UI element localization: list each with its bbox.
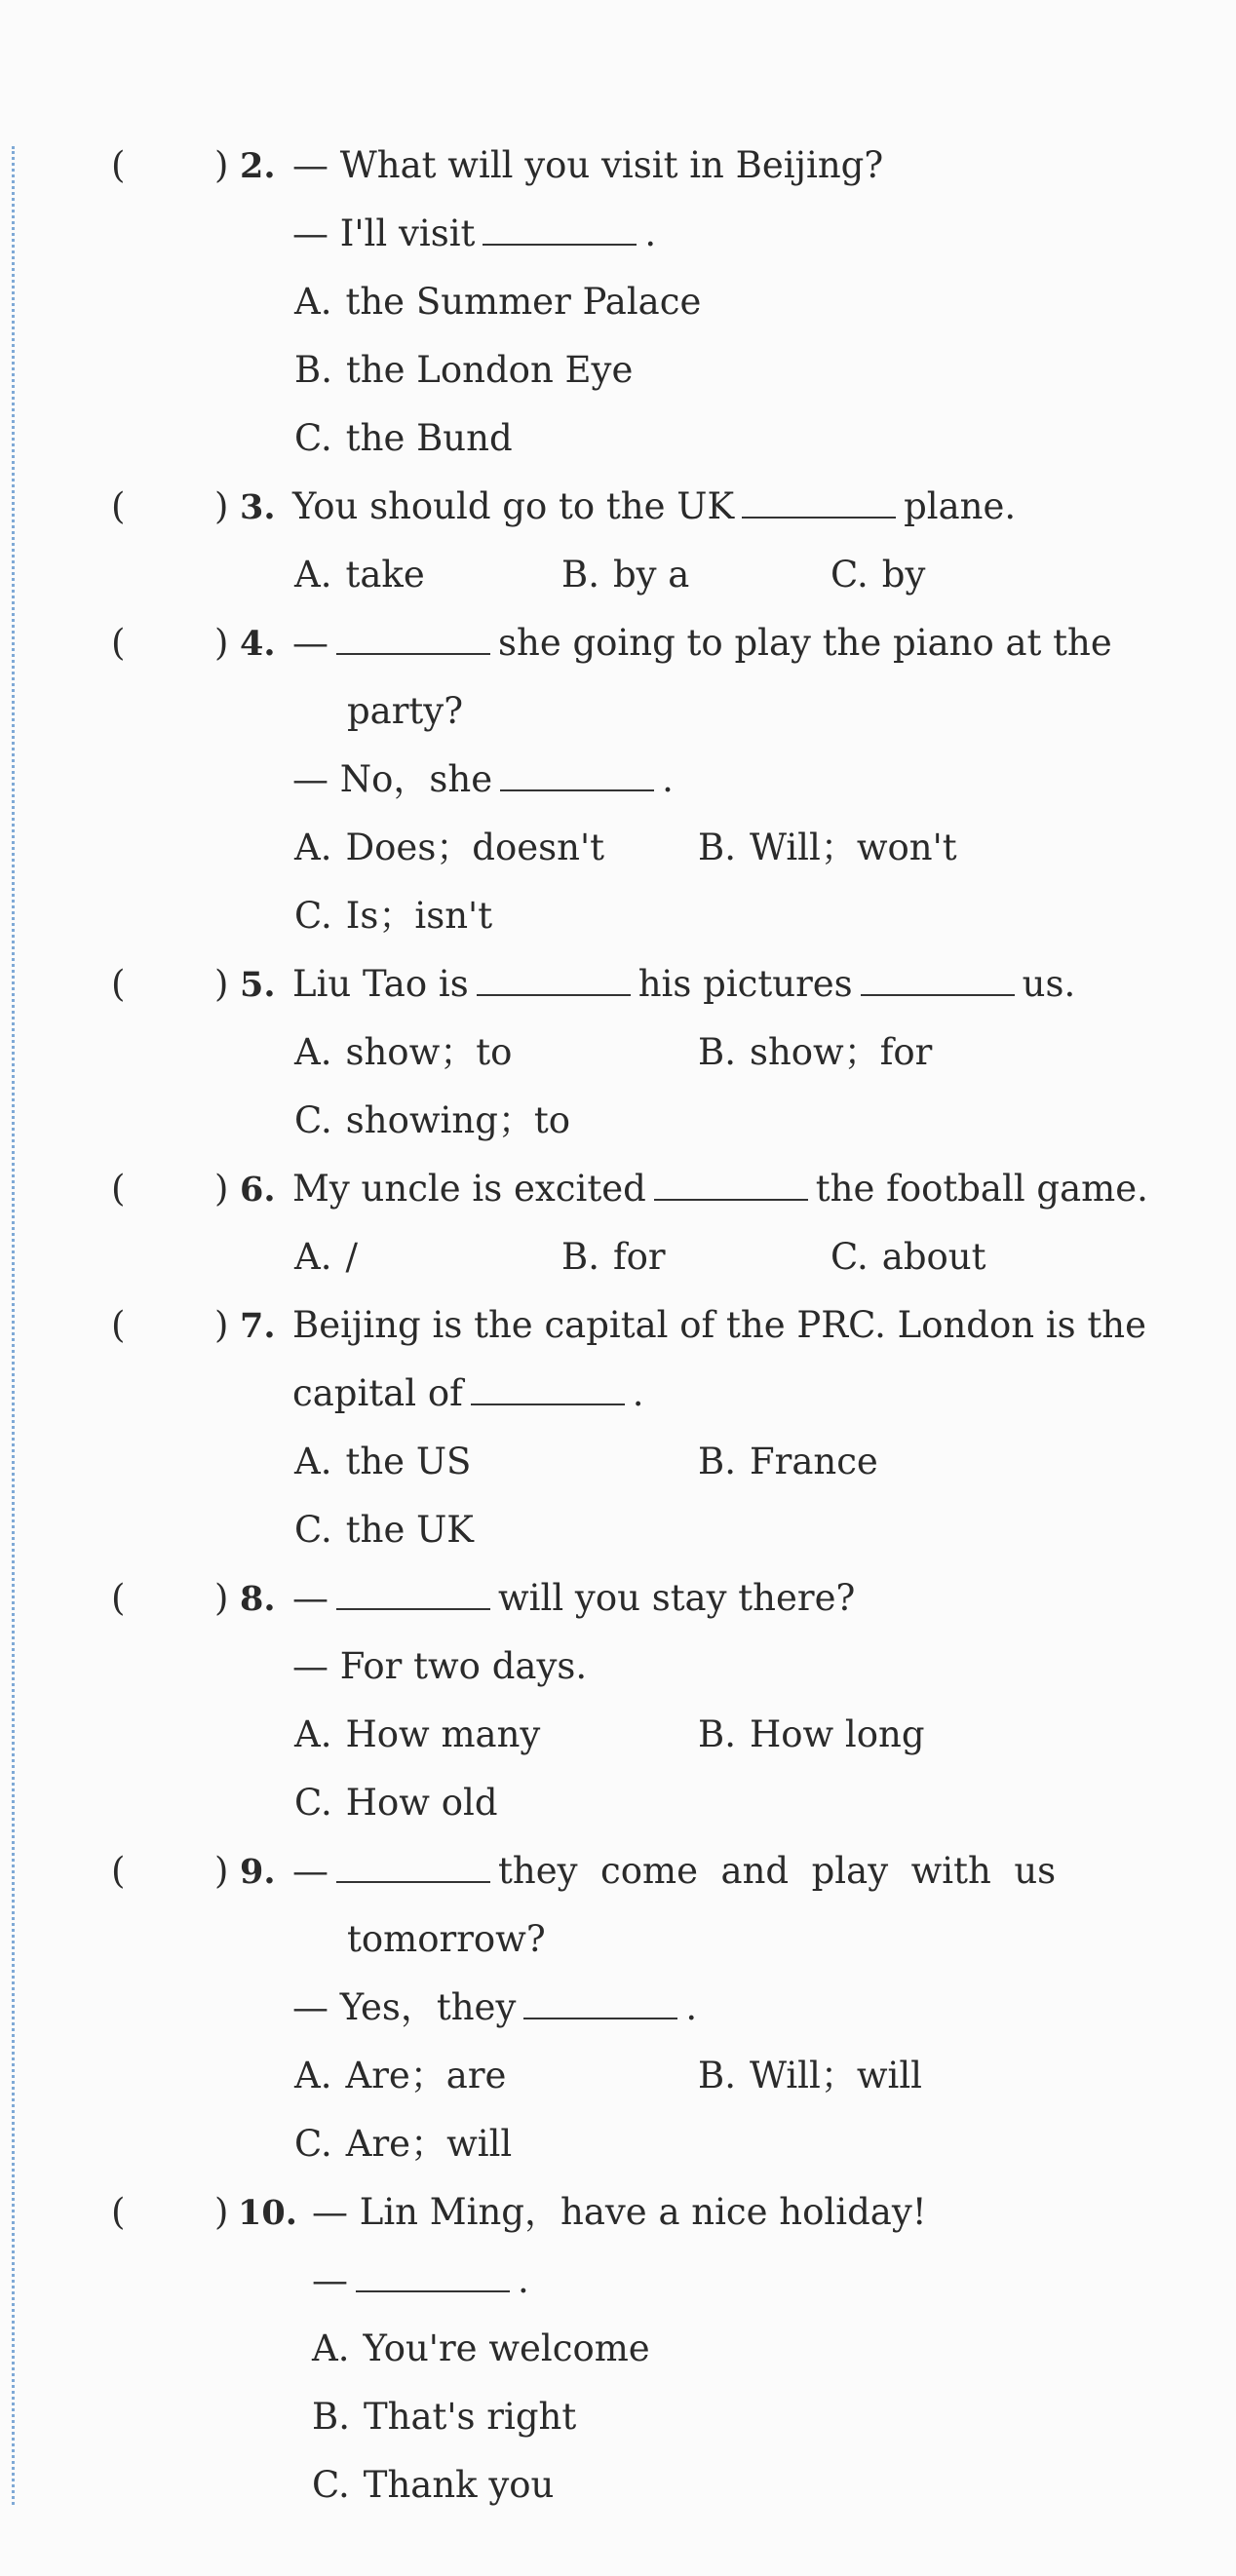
option-b	[698, 1713, 925, 1756]
question-text	[292, 485, 1016, 528]
text-segment: will you stay there?	[498, 1577, 856, 1619]
answer-paren-open: (	[111, 1168, 126, 1210]
text-segment: she going to play the piano at the	[498, 622, 1112, 664]
answer-paren-open: (	[111, 2191, 126, 2233]
option-text: the UK	[345, 1509, 474, 1551]
option-a	[312, 2327, 650, 2370]
option-letter: C.	[294, 895, 332, 937]
option-text: the Summer Palace	[345, 281, 702, 323]
answer-blank	[861, 965, 1015, 996]
answer-blank	[500, 760, 654, 791]
text-segment: the football game.	[815, 1168, 1148, 1210]
question-text	[292, 1372, 644, 1415]
question-number: 2.	[240, 146, 276, 186]
option-text: Will；will	[749, 2055, 923, 2096]
option-letter: B.	[294, 349, 332, 391]
answer-paren-open: (	[111, 963, 126, 1005]
answer-paren-open: (	[111, 622, 126, 664]
answer-paren-close: )	[214, 963, 229, 1005]
option-text: for	[612, 1236, 666, 1278]
option-text: the Bund	[345, 417, 513, 459]
option-letter: A.	[294, 1713, 332, 1755]
option-a	[294, 554, 425, 596]
option-c	[294, 1782, 498, 1825]
option-c	[294, 1099, 570, 1142]
option-letter: C.	[312, 2464, 350, 2506]
question-text	[292, 212, 656, 255]
option-letter: A.	[294, 2055, 332, 2096]
option-letter: A.	[312, 2327, 350, 2369]
option-text: France	[749, 1441, 878, 1482]
option-b	[698, 1441, 878, 1483]
option-text: How many	[345, 1713, 541, 1755]
question-text: — For two days.	[292, 1645, 588, 1687]
option-c	[294, 1509, 474, 1552]
question-text	[292, 1850, 1056, 1893]
answer-paren-close: )	[214, 1304, 229, 1346]
text-segment: .	[662, 758, 674, 800]
text-segment: —	[292, 1577, 328, 1619]
answer-paren-close: )	[214, 2191, 229, 2233]
option-a	[294, 1713, 540, 1756]
text-segment: plane.	[904, 485, 1017, 527]
option-letter: B.	[312, 2396, 350, 2438]
answer-blank	[523, 1988, 677, 2019]
option-text: That's right	[363, 2396, 577, 2438]
answer-paren-close: )	[214, 1577, 229, 1619]
text-segment: .	[644, 212, 657, 254]
option-letter: A.	[294, 554, 332, 596]
option-text: How old	[345, 1782, 498, 1824]
question-number: 10.	[238, 2193, 297, 2233]
question-text	[292, 1986, 697, 2029]
option-text: Does；doesn't	[345, 827, 605, 868]
question-text	[292, 622, 1112, 665]
option-text: Thank you	[363, 2464, 555, 2506]
question-text: Beijing is the capital of the PRC. London is the	[292, 1304, 1147, 1346]
option-letter: A.	[294, 1031, 332, 1073]
option-c	[294, 2123, 512, 2166]
option-text: /	[345, 1236, 358, 1278]
option-letter: C.	[294, 2123, 332, 2165]
text-segment: .	[518, 2259, 529, 2301]
option-a	[294, 827, 604, 869]
option-letter: C.	[294, 1099, 332, 1141]
text-segment: they come and play with us	[498, 1850, 1057, 1892]
option-letter: A.	[294, 281, 332, 323]
answer-blank	[477, 965, 631, 996]
text-segment: —	[292, 622, 328, 664]
option-a	[294, 1031, 512, 1074]
question-number: 3.	[240, 487, 276, 527]
question-text: — Lin Ming，have a nice holiday!	[312, 2191, 927, 2233]
option-text: by a	[612, 554, 690, 596]
answer-paren-close: )	[214, 622, 229, 664]
answer-blank	[471, 1374, 625, 1405]
question-number: 5.	[240, 965, 276, 1005]
option-c	[312, 2464, 554, 2507]
option-c	[830, 1236, 985, 1279]
option-text: Are；are	[345, 2055, 507, 2096]
text-segment: My uncle is excited	[292, 1168, 646, 1210]
answer-blank	[336, 1852, 490, 1883]
option-b	[698, 2055, 922, 2097]
question-text	[312, 2259, 529, 2302]
text-segment: Liu Tao is	[292, 963, 469, 1005]
question-number: 9.	[240, 1852, 276, 1892]
option-a	[294, 281, 701, 324]
option-a	[294, 1236, 358, 1279]
option-c	[294, 417, 513, 460]
question-number: 4.	[240, 624, 276, 664]
option-b	[561, 1236, 666, 1279]
text-segment: capital of	[292, 1372, 463, 1414]
option-letter: C.	[294, 1782, 332, 1824]
option-text: You're welcome	[363, 2327, 650, 2369]
option-letter: C.	[830, 1236, 869, 1278]
option-letter: C.	[830, 554, 869, 596]
binding-margin-line	[12, 146, 15, 2505]
text-segment: — No，she	[292, 758, 493, 800]
answer-blank	[483, 214, 637, 246]
option-letter: C.	[294, 1509, 332, 1551]
question-text	[292, 963, 1075, 1006]
option-b	[698, 1031, 932, 1074]
option-text: How long	[749, 1713, 925, 1755]
answer-paren-close: )	[214, 485, 229, 527]
question-number: 8.	[240, 1579, 276, 1619]
answer-paren-close: )	[214, 144, 229, 186]
question-text	[292, 1577, 855, 1620]
question-text: party?	[347, 690, 464, 732]
option-letter: A.	[294, 1236, 332, 1278]
option-b	[698, 827, 957, 869]
answer-blank	[356, 2261, 510, 2292]
text-segment: .	[685, 1986, 698, 2028]
answer-paren-open: (	[111, 1577, 126, 1619]
answer-paren-open: (	[111, 144, 126, 186]
text-segment: — I'll visit	[292, 212, 476, 254]
option-text: by	[881, 554, 926, 596]
option-text: the London Eye	[345, 349, 634, 391]
option-text: the US	[345, 1441, 472, 1482]
option-letter: C.	[294, 417, 332, 459]
answer-paren-open: (	[111, 1850, 126, 1892]
option-letter: A.	[294, 827, 332, 868]
answer-paren-close: )	[214, 1168, 229, 1210]
question-text: tomorrow?	[347, 1918, 546, 1960]
option-text: showing；to	[345, 1099, 571, 1141]
text-segment: You should go to the UK	[292, 485, 735, 527]
option-text: Will；won't	[749, 827, 957, 868]
answer-blank	[654, 1170, 808, 1201]
question-text	[292, 1168, 1148, 1211]
option-text: about	[881, 1236, 986, 1278]
option-c	[830, 554, 925, 596]
text-segment: —	[292, 1850, 328, 1892]
option-letter: B.	[698, 1441, 736, 1482]
option-text: show；for	[749, 1031, 933, 1073]
question-text	[292, 758, 674, 801]
option-letter: B.	[561, 554, 599, 596]
option-c	[294, 895, 492, 938]
option-text: take	[345, 554, 425, 596]
answer-paren-close: )	[214, 1850, 229, 1892]
text-segment: us.	[1022, 963, 1076, 1005]
option-b	[561, 554, 689, 596]
question-text: — What will you visit in Beijing?	[292, 144, 884, 186]
text-segment: his pictures	[637, 963, 853, 1005]
option-letter: B.	[698, 1713, 736, 1755]
answer-blank	[742, 487, 896, 519]
answer-paren-open: (	[111, 485, 126, 527]
answer-paren-open: (	[111, 1304, 126, 1346]
option-text: Are；will	[345, 2123, 513, 2165]
option-letter: B.	[698, 827, 736, 868]
text-segment: —	[312, 2259, 348, 2301]
option-text: show；to	[345, 1031, 513, 1073]
text-segment: — Yes，they	[292, 1986, 517, 2028]
question-number: 7.	[240, 1306, 276, 1346]
option-a	[294, 2055, 506, 2097]
option-letter: B.	[698, 1031, 736, 1073]
option-b	[294, 349, 633, 392]
option-letter: A.	[294, 1441, 332, 1482]
text-segment: .	[632, 1372, 644, 1414]
option-b	[312, 2396, 576, 2439]
answer-blank	[336, 1579, 490, 1610]
option-letter: B.	[561, 1236, 599, 1278]
answer-blank	[336, 624, 490, 655]
option-text: Is；isn't	[345, 895, 493, 937]
option-a	[294, 1441, 471, 1483]
option-letter: B.	[698, 2055, 736, 2096]
question-number: 6.	[240, 1170, 276, 1210]
